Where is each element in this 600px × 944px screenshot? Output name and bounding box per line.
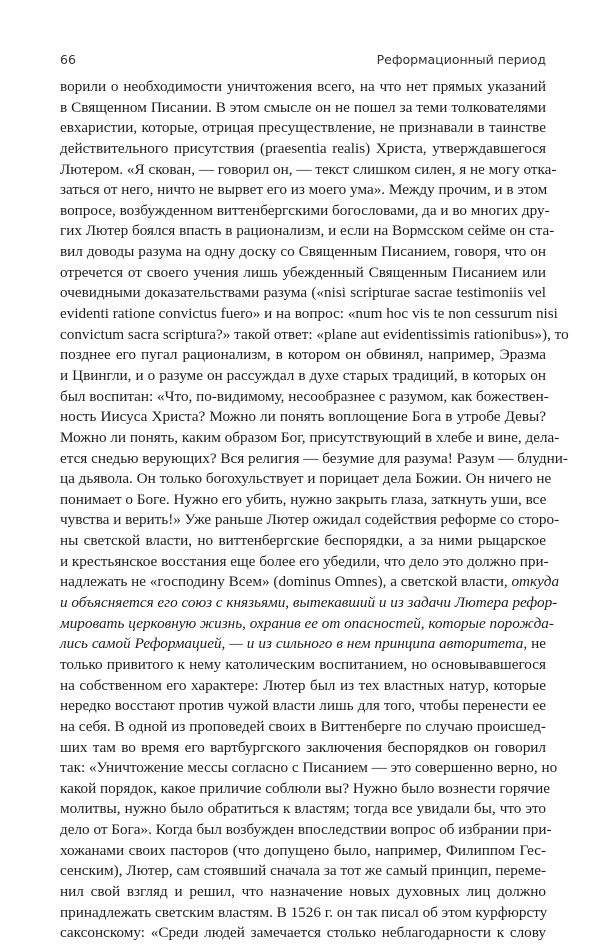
text-line [60, 655, 546, 676]
text-segment: evidenti ratione convictus fuero» и на вопрос: «num hoc vis te non cessurum nisi [60, 305, 558, 323]
text-line [60, 882, 546, 903]
text-line [60, 614, 554, 635]
italic-text: откуда [511, 573, 560, 591]
text-line [60, 923, 546, 944]
text-segment: ны светской власти, но виттенбергские беспорядки, а за ними рыцарское [60, 532, 546, 550]
text-line [60, 160, 557, 181]
text-segment: вопросе, возбужденном виттенбергскими богословами, да и во многих дру- [60, 201, 550, 219]
text-segment: позднее его пугал рационализм, в котором он обвинял, например, Эразма [60, 346, 546, 364]
text-line [60, 201, 550, 222]
text-line [60, 820, 552, 841]
text-segment: convictum sacra scriptura?» такой ответ: «plane aut evidentissimis rationibus»), то [60, 325, 569, 343]
text-line [60, 304, 558, 325]
text-line [60, 779, 550, 800]
text-segment: и Цвингли, и о разуме он рассуждал в духе старых традиций, в которых он [60, 366, 546, 384]
italic-text: и объясняется его союз с князьями, вытекавший и из задачи Лютера рефор- [60, 594, 558, 612]
text-segment: заться от него, ничто не вырвет его из моего ума». Между прочим, и в этом [60, 181, 548, 199]
text-line [60, 531, 546, 552]
text-segment: только привитого к нему католическим воспитанием, но основывавшегося [60, 655, 546, 673]
text-segment: принадлежать светским властям. В 1526 г. он так писал об этом курфюрсту [60, 903, 548, 921]
text-segment: гих Лютер боялся впасть в рационализм, и если на Вормсском сейме он ста- [60, 222, 555, 240]
text-line [60, 799, 546, 820]
running-title: Реформационный период [376, 52, 546, 67]
text-segment: отречется от своего учения лишь убежденный Священным Писанием или [60, 263, 546, 281]
text-segment: действительного присутствия (praesentia realis) Христа, утверждавшегося [60, 139, 546, 157]
text-segment: саксонскому: «Среди людей замечается столько неблагодарности к слову [60, 924, 546, 942]
running-header [60, 52, 546, 72]
text-line [60, 118, 546, 139]
text-segment: евхаристии, которые, отрицая пресуществление, не признавали в таинстве [60, 119, 546, 137]
italic-text: мировать церковную жизнь, охранив ее от опасностей, которые порожда- [60, 614, 554, 632]
text-line [60, 696, 546, 717]
text-segment: Лютером. «Я скован, — говорил он, — текст слишком силен, я не могу отка- [60, 160, 557, 178]
text-segment: , не [523, 635, 546, 653]
text-segment: так: «Уничтожение мессы согласно с Писанием — это совершенно верно, но [60, 759, 558, 777]
text-line [60, 738, 546, 759]
text-segment: ворили о необходимости уничтожения всего, на что нет прямых указаний [60, 78, 546, 95]
text-segment: Можно ли понять, каким образом Бог, присутствующий в хлебе и вине, дела- [60, 428, 560, 446]
text-segment: ших там во время его вартбургского заключения беспорядков он говорил [60, 738, 546, 756]
text-segment: надлежать не «господину Всем» (dominus Omnes), а светской власти, [60, 573, 512, 591]
text-line [60, 572, 560, 593]
text-line [60, 407, 546, 428]
text-line [60, 283, 546, 304]
text-segment: понимает о Боге. Нужно его убить, нужно закрыть глаза, заткнуть уши, все [60, 490, 547, 508]
text-segment: был воспитан: «Что, по-видимому, несообразнее с разумом, как божествен- [60, 387, 549, 405]
page-number: 66 [60, 52, 76, 67]
text-line [60, 449, 568, 470]
text-line [60, 428, 560, 449]
text-line [60, 593, 558, 614]
text-segment: ность Иисуса Христа? Можно ли понять воплощение Бога в утробе Девы? [60, 408, 546, 426]
text-segment: вил доводы разума на одну доску со Священным Писанием, говоря, что он [60, 243, 546, 261]
text-segment: ется снедью верующих? Вся религия — безумие для разума! Разум — блудни- [60, 449, 568, 467]
text-line [60, 758, 558, 779]
text-line [60, 861, 546, 882]
text-segment: чувства и верить!» Уже раньше Лютер ожидал содействия реформе со сторо- [60, 511, 560, 529]
text-segment: на себя. В одной из проповедей своих в Виттенберге по случаю происшед- [60, 717, 546, 735]
text-segment: молитвы, нужно было обратиться к властям; тогда все увидали бы, что это [60, 800, 546, 818]
text-line [60, 634, 546, 655]
body-text [60, 77, 569, 944]
text-line [60, 903, 546, 924]
text-line [60, 676, 546, 697]
text-line [60, 469, 552, 490]
text-segment: ца дьявола. Он только богохульствует и порицает дела Божии. Он ничего не [60, 470, 552, 488]
text-segment: какой порядок, какое приличие соблюли вы? Нужно было вознести горячие [60, 779, 550, 797]
text-segment: сенским), Лютер, сам стоявший сначала за тот же самый принцип, переме- [60, 862, 546, 880]
text-line [60, 180, 546, 201]
text-line [60, 366, 546, 387]
text-line [60, 242, 546, 263]
text-line [60, 325, 569, 346]
text-segment: дело от Бога». Когда был возбужден впоследствии вопрос об избрании при- [60, 821, 552, 839]
italic-text: лись самой Реформацией, — и из сильного в нем принципа авторитета [60, 635, 524, 653]
text-line [60, 139, 546, 160]
text-line [60, 77, 546, 98]
text-segment: очевидными доказательствами разума («nisi scripturae sacrae testimoniis vel [60, 284, 546, 302]
text-line [60, 345, 546, 366]
text-line [60, 490, 546, 511]
text-line [60, 221, 555, 242]
text-segment: нередко восстают против чужой власти лишь для того, чтобы перенести ее [60, 697, 546, 715]
text-line [60, 387, 549, 408]
text-segment: в Священном Писании. В этом смысле он не пошел за теми толкователями [60, 98, 546, 116]
text-line [60, 510, 560, 531]
text-segment: нил свой взгляд и решил, что назначение новых духовных лиц должно [60, 882, 546, 900]
text-segment: на собственном его характере: Лютер был из тех властных натур, которые [60, 676, 546, 694]
text-line [60, 98, 546, 119]
text-line [60, 263, 546, 284]
text-segment: хожанами своих пасторов (что допущено было, например, Филиппом Гес- [60, 841, 546, 859]
text-line [60, 552, 549, 573]
text-line [60, 841, 546, 862]
text-segment: и крестьянское восстания еще более его убедили, что дело это должно при- [60, 552, 549, 570]
text-line [60, 717, 546, 738]
